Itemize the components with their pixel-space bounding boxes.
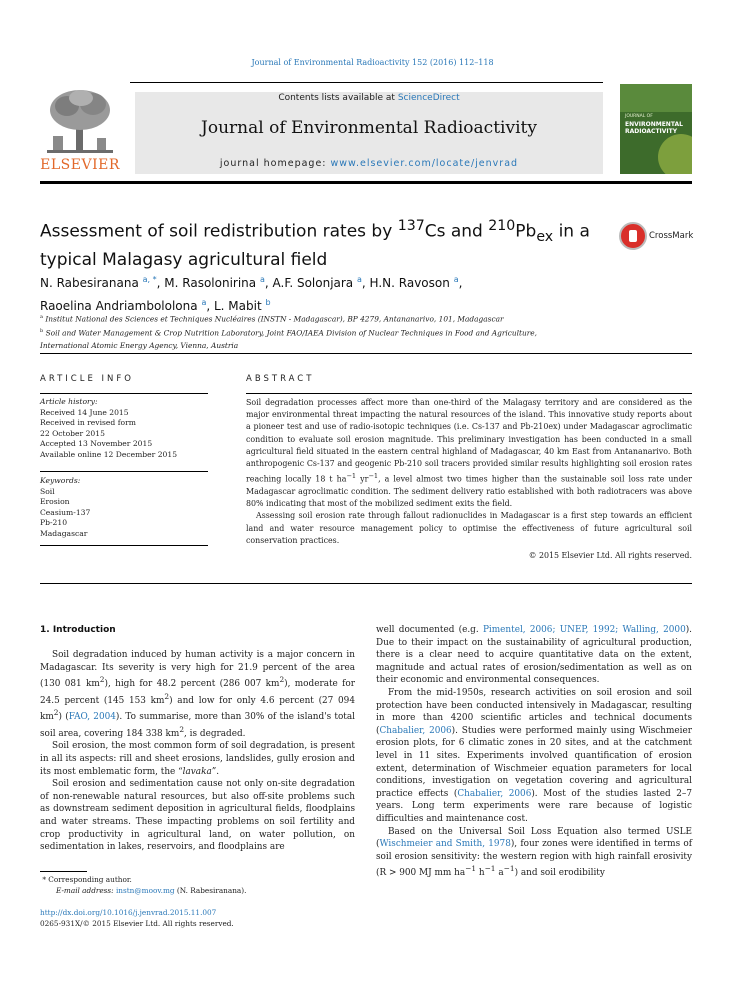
publisher-name: ELSEVIER <box>40 157 120 173</box>
keyword: Pb-210 <box>40 518 68 528</box>
journal-title: Journal of Environmental Radioactivity <box>201 118 537 138</box>
email-line <box>40 885 360 896</box>
abstract-text: Soil degradation processes affect more than one-third of the Malagasy territory and are considered as the major environmental threat impacting the natural resources of the island. This innovative study reports about a pioneer test and use of radio-isotopic techniques (i.e. Cs-137 and Pb-210ex) under Madagascar agroclimatic condition to evaluate soil erosion magnitude. This preliminary investigation has been conducted in a small agricultural field situated in the eastern central highland of Madagascar, 40 km East from Antananarivo. Both anthropogenic Cs-137 and geogenic Pb-210 soil tracers provided similar results highlighting soil erosion rates reaching locally 18 t ha <box>246 398 692 484</box>
body-paragraph <box>40 740 355 778</box>
keyword: Soil <box>40 486 55 496</box>
body-paragraph <box>376 687 692 826</box>
article-info-heading: ARTICLE INFO <box>40 374 134 384</box>
abstract-heading: ABSTRACT <box>246 374 315 384</box>
cover-photo <box>620 84 692 112</box>
body-text: h <box>476 868 485 879</box>
body-text: ). Most of the studies lasted 2–7 years. Long term experiments were rare because of logistic difficulties and maintenance cost. <box>376 788 692 824</box>
citation-link[interactable]: Chabalier, 2006 <box>379 725 452 736</box>
footnote-text: Corresponding author. <box>45 875 132 884</box>
crossmark-button[interactable] <box>619 222 697 252</box>
journal-header-box <box>135 92 603 174</box>
history-label: Article history: <box>40 397 98 406</box>
abstract-sup: −1 <box>346 472 357 481</box>
body-text: ). Studies were performed mainly using Wischmeier erosion plots, for 6 climatic zones in 20 sites, and at the catchment level in 11 sites. Experiments involved quantification of erosion extent, determination of Wischmeier equation parameters for local conditions, investigation on vegetation covering and agricultural practice effects ( <box>376 725 692 799</box>
elsevier-tree-icon <box>45 88 115 154</box>
abstract-paragraph <box>246 397 692 510</box>
sciencedirect-link[interactable]: ScienceDirect <box>397 93 460 103</box>
author-name[interactable]: M. Rasolonirina <box>164 276 257 290</box>
body-paragraph <box>376 624 692 687</box>
affiliation-a <box>40 311 660 325</box>
sup: 2 <box>179 724 185 734</box>
body-text: ). To summarise, more than 30% of the island's total soil area, covering 184 338 km <box>40 712 355 739</box>
abstract-sup: −1 <box>368 472 379 481</box>
history-item: 22 October 2015 <box>40 428 105 438</box>
abstract-bottom-rule <box>40 583 692 584</box>
cover-title: ENVIRONMENTAL RADIOACTIVITY <box>625 121 683 135</box>
citation-link[interactable]: FAO, 2004 <box>68 712 116 723</box>
title-sup-2: 210 <box>488 218 516 234</box>
body-text: a <box>495 868 504 879</box>
abstract-text: yr <box>356 474 369 484</box>
history-item: Available online 12 December 2015 <box>40 449 178 459</box>
abstract-rule <box>246 393 692 394</box>
affiliation-mark: b <box>40 328 44 335</box>
article-info-divider <box>40 471 208 472</box>
title-part-1: Assessment of soil redistribution rates by <box>40 221 398 242</box>
body-paragraph: Soil erosion and sedimentation cause not only on-site degradation of non-renewable natural resources, but also off-site problems such as downstream sediment deposition in agricultural fields, floodplains and water streams. These impacting problems on soil fertility and crop productivity in agricultural land, on water pollution, on sedimentation in lakes, reservoirs, and floodplains are <box>40 779 355 853</box>
citation-link[interactable]: Chabalier, 2006 <box>457 788 532 799</box>
body-column-right <box>376 624 692 880</box>
affiliation-b <box>40 325 660 339</box>
affiliation-text: Institut National des Sciences et Techniques Nucléaires (INSTN - Madagascar), BP 4279, Antananarivo, 101, Madagascar <box>45 314 504 324</box>
author-affiliation-mark[interactable]: a <box>201 298 207 307</box>
email-name: (N. Rabesiranana). <box>174 886 247 895</box>
crossmark-label: CrossMark <box>649 231 694 241</box>
journal-homepage <box>135 158 603 169</box>
body-text: ) and low for only 4.6 percent (27 094 km <box>40 695 355 723</box>
body-text: Soil degradation induced by human activity is a major concern in Madagascar. Its severity is very high for 21.9 percent of the area (130 081 km <box>40 650 355 690</box>
elsevier-logo[interactable] <box>40 88 120 174</box>
body-text: ”. <box>211 766 220 777</box>
abstract-copyright: © 2015 Elsevier Ltd. All rights reserved. <box>528 551 692 561</box>
body-text: Based on the Universal Soil Loss Equation also termed USLE ( <box>376 826 692 850</box>
abstract-paragraph: Assessing soil erosion rate through fallout radionuclides in Madagascar is a first step towards an efficient land and water resource management policy to optimise the effectiveness of future agricultural soil conservation practices. <box>246 511 692 545</box>
body-paragraph <box>40 649 355 740</box>
author-name[interactable]: N. Rabesiranana <box>40 276 139 290</box>
author-list: N. Rabesiranana $^{a, *}$, M. Rasolonirina $^a$, A.F. Solonjara $^a$, H.N. Ravoson $^a$, Raoelina Andriambololona $^a$, L. Mabit $^b$ <box>40 275 463 313</box>
affiliation-mark: a <box>40 314 43 320</box>
article-history <box>40 397 208 461</box>
sup: 2 <box>99 675 105 685</box>
citation-link[interactable]: Wischmeier and Smith, 1978 <box>379 839 511 850</box>
author-name[interactable]: H.N. Ravoson <box>369 276 450 290</box>
footnote <box>40 874 360 896</box>
abstract-text: , a level almost two times higher than the sustainable soil loss rate under Madagascar agroclimatic condition. The sediment delivery ratio established with both radiotracers was above 80% indicating that most of the mobilized sediment exits the field. <box>246 474 692 509</box>
title-sub: ex <box>536 229 554 246</box>
body-text: , is degraded. <box>184 728 246 739</box>
sup: −1 <box>503 864 515 874</box>
title-part-2: Cs and <box>424 221 489 242</box>
author-affiliation-mark[interactable]: a <box>259 275 265 284</box>
citation-link[interactable]: Pimentel, 2006; UNEP, 1992; Walling, 2000 <box>482 625 686 635</box>
history-item: Accepted 13 November 2015 <box>40 439 153 449</box>
affiliation-text: Soil and Water Management & Crop Nutrition Laboratory, Joint FAO/IAEA Division of Nuclear Techniques in Food and Agriculture, <box>45 328 538 338</box>
header-rule <box>130 82 603 83</box>
body-text: ). Due to their impact on the sustainability of agricultural production, there is a clear need to acquire quantitative data on the extent, magnitude and actual rates of erosion/sedimentation as well as on their economic and environmental consequences. <box>376 625 693 686</box>
doi-block <box>40 907 234 929</box>
crossmark-icon <box>619 222 647 250</box>
corresponding-author <box>40 874 360 885</box>
homepage-link[interactable]: www.elsevier.com/locate/jenvrad <box>330 158 519 169</box>
email-label: E-mail address: <box>56 886 116 895</box>
body-text: ), four zones were identified in terms of soil erosion sensitivity: the western region with high rainfall erosivity (R > 900 MJ mm ha <box>376 839 692 879</box>
body-column-left <box>40 649 355 854</box>
section-heading-introduction: 1. Introduction <box>40 625 116 635</box>
sup: −1 <box>484 864 496 874</box>
homepage-prefix: journal homepage: <box>219 158 331 169</box>
author-affiliation-mark[interactable]: a <box>453 275 459 284</box>
keywords-label: Keywords: <box>40 476 81 485</box>
body-italic: lavaka <box>182 766 212 777</box>
article-title <box>40 215 610 272</box>
section-rule <box>40 353 692 354</box>
keyword: Erosion <box>40 497 70 507</box>
journal-cover-thumbnail[interactable] <box>620 84 692 174</box>
keywords <box>40 476 208 540</box>
title-part-3: Pb <box>515 221 537 242</box>
contents-line <box>135 93 603 103</box>
author-affiliation-mark[interactable]: a <box>357 275 362 284</box>
affiliations <box>40 311 660 352</box>
article-info-rule <box>40 393 208 394</box>
sup: −1 <box>465 864 477 874</box>
body-text: ), high for 48.2 percent (286 007 km <box>104 679 280 690</box>
author-name[interactable]: A.F. Solonjara <box>272 276 354 290</box>
body-text: ) and soil erodibility <box>514 868 605 879</box>
radiation-symbol-icon <box>658 134 692 174</box>
keyword: Ceasium-137 <box>40 507 91 517</box>
keyword: Madagascar <box>40 528 88 538</box>
email-link[interactable]: instn@moov.mg <box>115 886 175 895</box>
contents-prefix: Contents lists available at <box>278 93 398 103</box>
body-text: ), moderate for 24.5 percent (145 153 km <box>40 679 355 706</box>
doi-link[interactable]: http://dx.doi.org/10.1016/j.jenvrad.2015.11.007 <box>40 908 217 917</box>
history-item: Received in revised form <box>40 418 136 428</box>
footnote-rule <box>40 871 87 872</box>
sup: 2 <box>164 691 170 701</box>
affiliation-b-cont <box>40 340 660 352</box>
cover-label: JOURNAL OF <box>625 114 653 119</box>
history-item: Received 14 June 2015 <box>40 407 129 417</box>
body-text: From the mid-1950s, research activities on soil erosion and soil protection have been conducted intensively in Madagascar, resulting in more than 4200 scientific articles and technical documents ( <box>376 687 692 736</box>
body-text: Soil erosion, the most common form of soil degradation, is present in all its aspects: rill and sheet erosions, landslides, gully erosion and its most emblematic form, the “ <box>40 741 355 777</box>
issn-line: 0265-931X/© 2015 Elsevier Ltd. All rights reserved. <box>40 919 234 928</box>
footnote-mark: * <box>42 875 46 884</box>
title-part-4: in a typical Malagasy agricultural field <box>40 221 590 271</box>
sup: 2 <box>279 675 285 685</box>
body-text: ) ( <box>58 712 69 723</box>
journal-citation[interactable]: Journal of Environmental Radioactivity 152 (2016) 112–118 <box>251 58 494 67</box>
sup: 2 <box>53 708 59 718</box>
header-thick-rule <box>40 181 692 184</box>
affiliation-text: International Atomic Energy Agency, Vienna, Austria <box>40 340 239 350</box>
author-affiliation-mark[interactable]: a, * <box>142 275 157 284</box>
author-name[interactable]: L. Mabit <box>213 299 262 313</box>
body-paragraph <box>376 826 692 880</box>
body-text: well documented (e.g. <box>376 625 483 635</box>
title-sup-1: 137 <box>397 218 425 234</box>
article-info-bottom-rule <box>40 545 208 546</box>
author-name[interactable]: Raoelina Andriambololona <box>40 299 198 313</box>
abstract-body <box>246 397 692 562</box>
author-affiliation-mark[interactable]: b <box>265 298 271 307</box>
